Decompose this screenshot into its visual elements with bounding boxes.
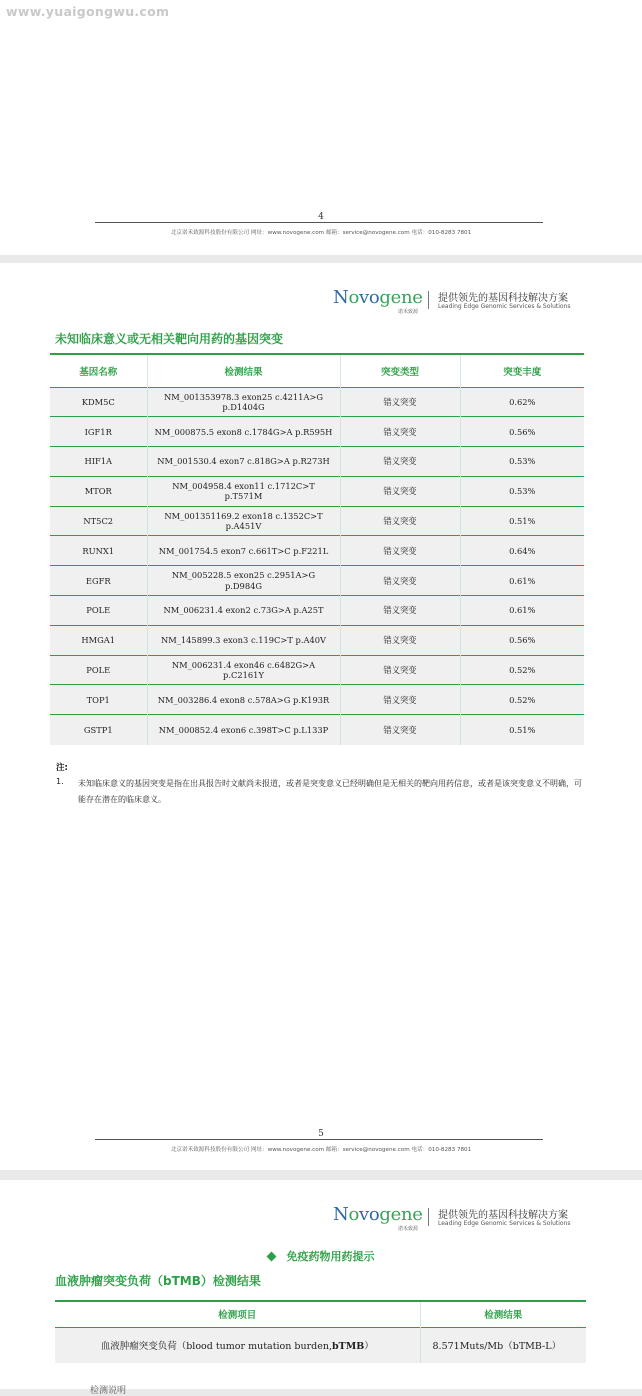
table-row: [50, 476, 584, 506]
page-number: 5: [318, 1129, 324, 1139]
header-divider: [428, 1208, 429, 1226]
subsection-heading: [0, 1248, 642, 1264]
logo-text-gene: gene: [379, 287, 423, 308]
detection-result: NM_000852.4 exon6 c.398T>C p.L133P: [147, 715, 340, 745]
mutation-type: 错义突变: [340, 685, 460, 715]
mutation-abundance: 0.56%: [460, 625, 584, 655]
section-title: 未知临床意义或无相关靶向用药的基因突变: [55, 332, 284, 346]
section-title: 血液肿瘤突变负荷（bTMB）检测结果: [55, 1274, 261, 1288]
gene-name: HIF1A: [50, 447, 147, 477]
watermark: www.yuaigongwu.com: [6, 4, 170, 19]
table-header-row: [55, 1301, 586, 1327]
mutation-type: 错义突变: [340, 447, 460, 477]
note-number: 1.: [56, 777, 64, 786]
logo-ring: o: [348, 287, 359, 308]
table-row: [50, 655, 584, 685]
mutation-abundance: 0.56%: [460, 417, 584, 447]
logo-text-gene: gene: [379, 1204, 423, 1225]
report-page-4: [0, 0, 642, 255]
report-page-5: [0, 263, 642, 1170]
mutation-type: 错义突变: [340, 715, 460, 745]
test-item: [55, 1327, 420, 1363]
gene-name: EGFR: [50, 566, 147, 596]
subsection-label: 免疫药物用药提示: [286, 1250, 375, 1263]
detection-result: NM_006231.4 exon46 c.6482G>A p.C2161Y: [147, 655, 340, 685]
mutation-type: 错义突变: [340, 387, 460, 417]
header-test-item: 检测项目: [55, 1301, 420, 1327]
mutation-type: 错义突变: [340, 506, 460, 536]
tmb-table: [55, 1300, 586, 1363]
table-row: [50, 625, 584, 655]
detection-result: NM_003286.4 exon8 c.578A>G p.K193R: [147, 685, 340, 715]
footer-contact: 北京诺禾致源科技股份有限公司 网址：www.novogene.com 邮箱：service@novogene.com 电话：010-8283 7801: [170, 1147, 472, 1153]
logo-chinese-name: 诺禾致源: [398, 309, 419, 315]
mutation-type: 错义突变: [340, 655, 460, 685]
detection-result: NM_006231.4 exon2 c.73G>A p.A25T: [147, 596, 340, 626]
gene-name: POLE: [50, 655, 147, 685]
mutation-type: 错义突变: [340, 536, 460, 566]
page-number: 4: [318, 212, 324, 222]
mutation-abundance: 0.61%: [460, 566, 584, 596]
table-row: [50, 536, 584, 566]
table-row: [50, 506, 584, 536]
detection-result: NM_005228.5 exon25 c.2951A>G p.D984G: [147, 566, 340, 596]
table-row: [50, 417, 584, 447]
table-row: [50, 387, 584, 417]
test-item-abbrev: bTMB: [332, 1341, 365, 1353]
header-detection-result: 检测结果: [147, 354, 340, 387]
logo-text-n: N: [333, 287, 349, 308]
gene-name: IGF1R: [50, 417, 147, 447]
page-header: [333, 287, 573, 317]
detection-result: NM_000875.5 exon8 c.1784G>A p.R595H: [147, 417, 340, 447]
logo-text-n: N: [333, 1204, 349, 1225]
gene-name: TOP1: [50, 685, 147, 715]
page-header: [333, 1204, 573, 1234]
mutation-abundance: 0.51%: [460, 715, 584, 745]
gene-name: GSTP1: [50, 715, 147, 745]
detection-result: NM_001353978.3 exon25 c.4211A>G p.D1404G: [147, 387, 340, 417]
logo-ring: o: [348, 1204, 359, 1225]
detection-result: NM_001351169.2 exon18 c.1352C>T p.A451V: [147, 506, 340, 536]
gene-name: POLE: [50, 596, 147, 626]
footer-contact: 北京诺禾致源科技股份有限公司 网址：www.novogene.com 邮箱：service@novogene.com 电话：010-8283 7801: [170, 230, 472, 236]
mutation-type: 错义突变: [340, 476, 460, 506]
gene-name: NT5C2: [50, 506, 147, 536]
logo-text-vo: vo: [359, 287, 380, 308]
slogan-english: Leading Edge Genomic Services & Solutions: [438, 303, 571, 310]
note-text: 未知临床意义的基因突变是指在出具报告时文献尚未报道，或者是突变意义已经明确但是无相关的靶向用药信息，或者是该突变意义不明确，可能存在潜在的临床意义。: [78, 779, 582, 804]
detection-result: NM_145899.3 exon3 c.119C>T p.A40V: [147, 625, 340, 655]
table-header-row: [50, 354, 584, 387]
test-result: 8.571Muts/Mb（bTMB-L）: [420, 1327, 586, 1363]
header-divider: [428, 291, 429, 309]
header-gene-name: 基因名称: [50, 354, 147, 387]
note-title: 注:: [56, 763, 68, 773]
test-item-prefix: 血液肿瘤突变负荷（blood tumor mutation burden,: [100, 1341, 332, 1353]
mutation-type: 错义突变: [340, 596, 460, 626]
gene-name: HMGA1: [50, 625, 147, 655]
mutation-type: 错义突变: [340, 625, 460, 655]
slogan-english: Leading Edge Genomic Services & Solutions: [438, 1220, 571, 1227]
mutation-abundance: 0.62%: [460, 387, 584, 417]
table-row: [50, 447, 584, 477]
footer-divider: [95, 1139, 543, 1140]
gene-name: MTOR: [50, 476, 147, 506]
gene-name: KDM5C: [50, 387, 147, 417]
header-mutation-abundance: 突变丰度: [460, 354, 584, 387]
logo-text-vo: vo: [359, 1204, 380, 1225]
mutation-type: 错义突变: [340, 417, 460, 447]
table-row: [50, 596, 584, 626]
test-item-suffix: ）: [364, 1341, 374, 1353]
footer-divider: [95, 222, 543, 223]
diamond-icon: [266, 1251, 276, 1261]
mutation-abundance: 0.53%: [460, 476, 584, 506]
mutation-abundance: 0.52%: [460, 685, 584, 715]
mutation-abundance: 0.52%: [460, 655, 584, 685]
detection-result: NM_001530.4 exon7 c.818G>A p.R273H: [147, 447, 340, 477]
cut-off-heading: 检测说明: [90, 1386, 127, 1396]
novogene-logo: [333, 1204, 423, 1225]
mutation-table: [50, 353, 584, 745]
table-row: [55, 1327, 586, 1363]
mutation-type: 错义突变: [340, 566, 460, 596]
slogan-chinese: 提供领先的基因科技解决方案: [438, 1210, 568, 1221]
slogan-chinese: 提供领先的基因科技解决方案: [438, 293, 568, 304]
novogene-logo: [333, 287, 423, 308]
mutation-abundance: 0.53%: [460, 447, 584, 477]
table-row: [50, 566, 584, 596]
table-row: [50, 685, 584, 715]
mutation-abundance: 0.61%: [460, 596, 584, 626]
header-test-result: 检测结果: [420, 1301, 586, 1327]
detection-result: NM_001754.5 exon7 c.661T>C p.F221L: [147, 536, 340, 566]
detection-result: NM_004958.4 exon11 c.1712C>T p.T571M: [147, 476, 340, 506]
report-page-6: [0, 1180, 642, 1396]
mutation-abundance: 0.51%: [460, 506, 584, 536]
mutation-abundance: 0.64%: [460, 536, 584, 566]
header-mutation-type: 突变类型: [340, 354, 460, 387]
gene-name: RUNX1: [50, 536, 147, 566]
logo-chinese-name: 诺禾致源: [398, 1226, 419, 1232]
table-row: [50, 715, 584, 745]
